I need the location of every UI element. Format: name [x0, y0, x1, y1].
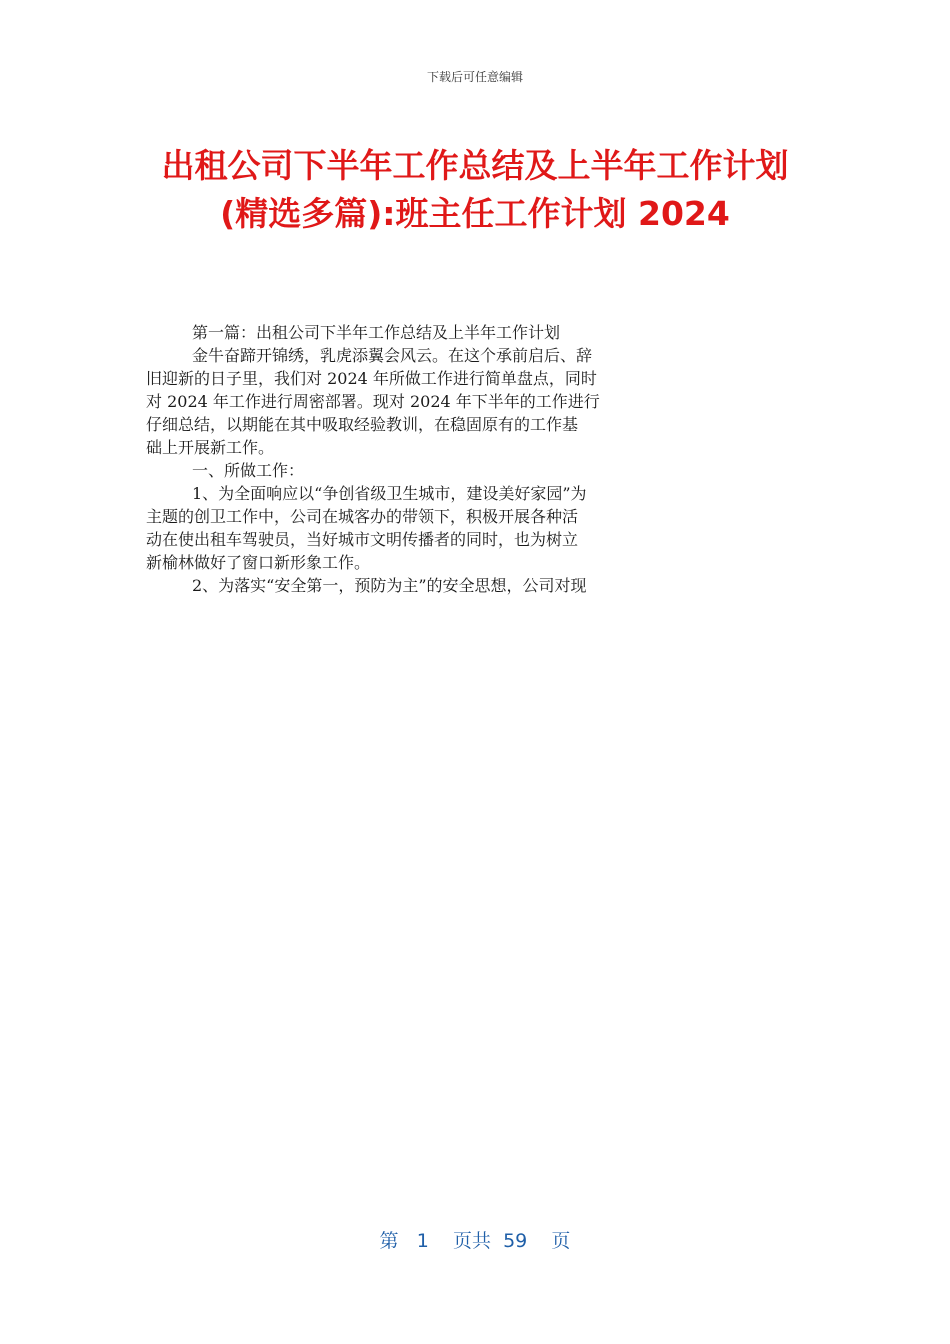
page-footer [0, 1226, 950, 1253]
document-title [60, 142, 890, 238]
footer-prefix: 第 [379, 1230, 399, 1252]
footer-current-page: 1 [416, 1230, 429, 1252]
paragraph-line: 金牛奋蹄开锦绣，乳虎添翼会风云。在这个承前启后、辞 [192, 346, 593, 365]
paragraph-line: 1、为全面响应以“争创省级卫生城市，建设美好家园”为 [192, 484, 587, 503]
footer-middle: 页共 [452, 1230, 491, 1252]
paragraph-line: 2、为落实“安全第一，预防为主”的安全思想，公司对现 [192, 576, 587, 595]
footer-suffix: 页 [551, 1230, 571, 1252]
header-note: 下载后可任意编辑 [426, 70, 523, 84]
section-heading-1: 第一篇：出租公司下半年工作总结及上半年工作计划 [192, 323, 561, 342]
paragraph-line: 动在使出租车驾驶员，当好城市文明传播者的同时，也为树立 [146, 530, 579, 549]
paragraph-line: 主题的创卫工作中，公司在城客办的带领下，积极开展各种活 [146, 507, 579, 526]
paragraph-line: 对 2024 年工作进行周密部署。现对 2024 年下半年的工作进行 [146, 392, 600, 411]
paragraph-line: 新榆林做好了窗口新形象工作。 [146, 553, 371, 572]
paragraph-line: 旧迎新的日子里，我们对 2024 年所做工作进行简单盘点，同时 [146, 369, 597, 388]
paragraph-line: 仔细总结，以期能在其中吸取经验教训，在稳固原有的工作基 [146, 415, 579, 434]
document-body [146, 320, 806, 596]
footer-total-pages: 59 [503, 1230, 528, 1252]
title-line-2: (精选多篇):班主任工作计划 2024 [220, 194, 730, 233]
subheading-work-done: 一、所做工作： [192, 461, 305, 480]
title-line-1: 出租公司下半年工作总结及上半年工作计划 [161, 146, 789, 185]
paragraph-line: 础上开展新工作。 [146, 438, 275, 457]
